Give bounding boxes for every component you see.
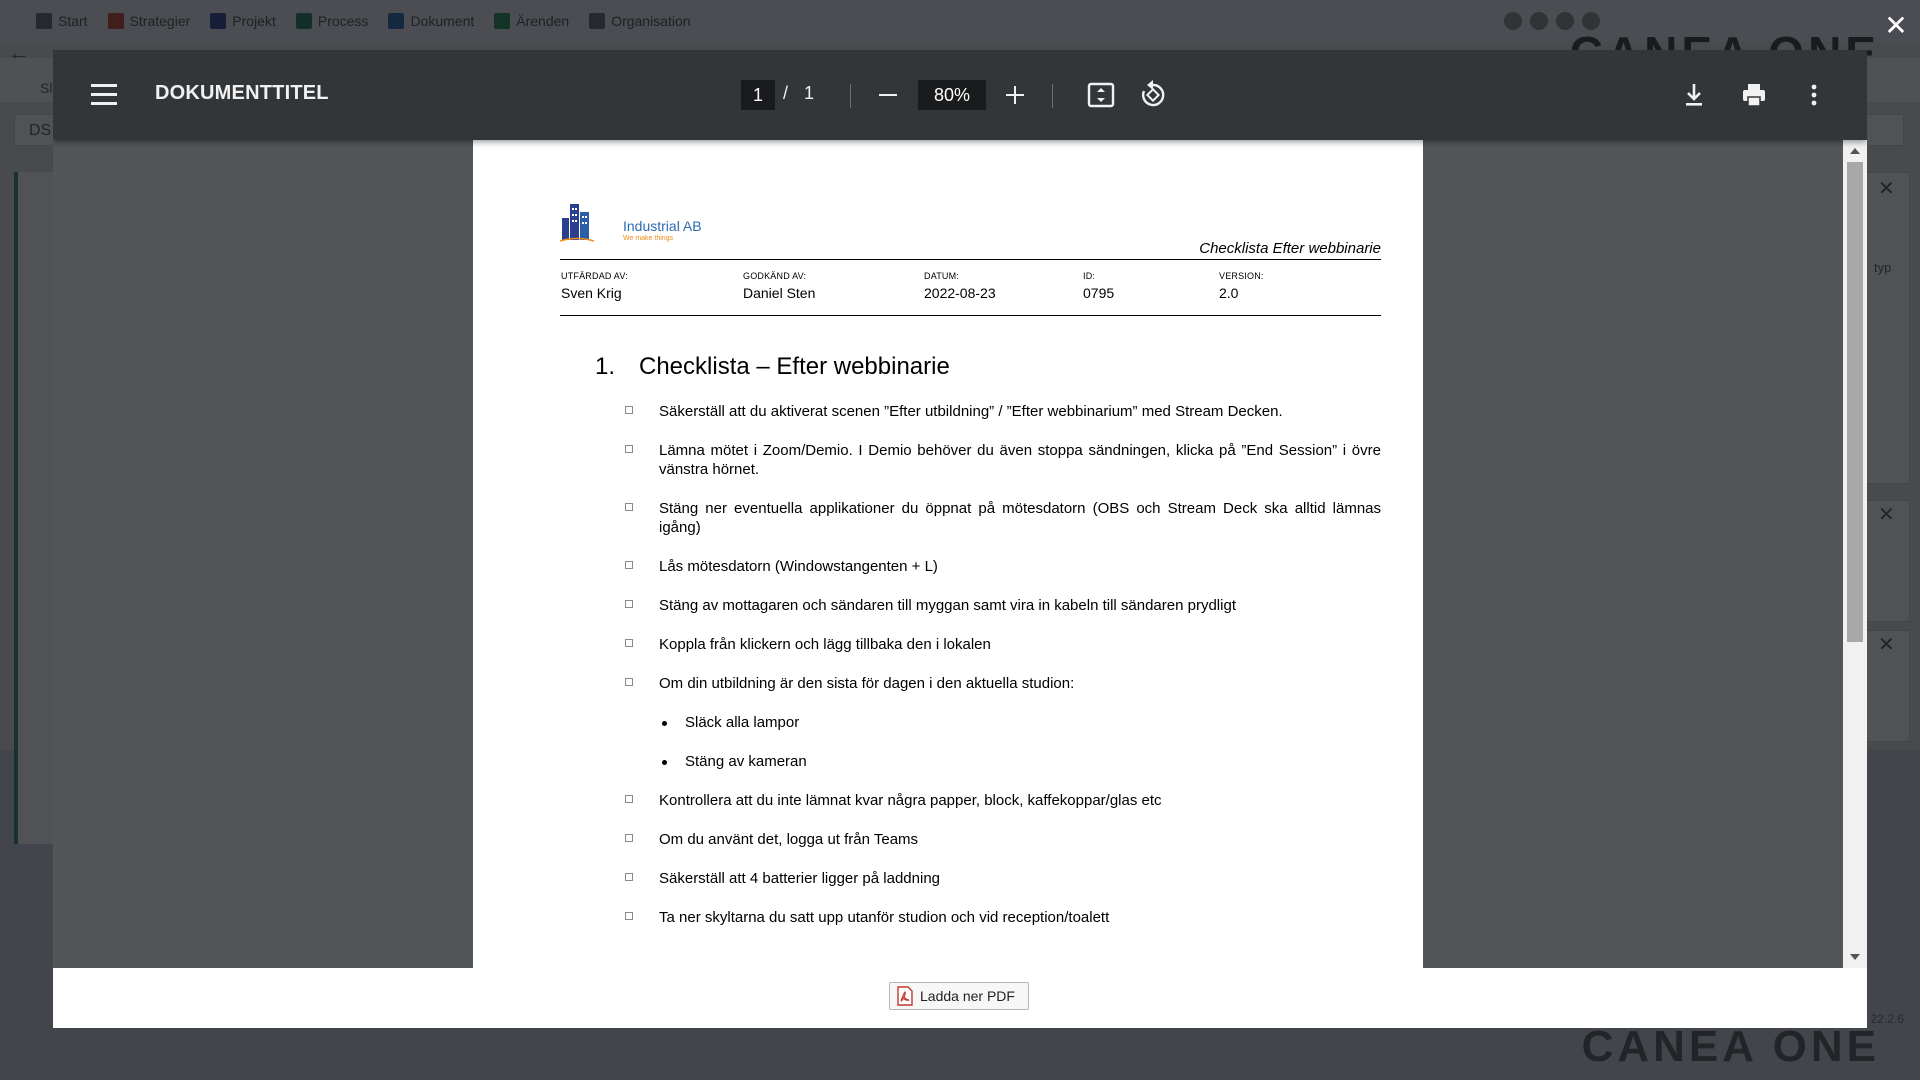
meta-value: Sven Krig (561, 285, 622, 301)
section-number: 1. (595, 353, 616, 380)
download-pdf-label: Ladda ner PDF (920, 988, 1015, 1004)
modal-footer (53, 968, 1867, 1028)
document-area[interactable] (53, 140, 1843, 968)
checklist-item-text: Koppla från klickern och lägg tillbaka den i lokalen (659, 636, 991, 653)
checkbox-icon (625, 445, 633, 453)
company-tagline: We make things (623, 235, 674, 242)
checkbox-icon (625, 406, 633, 414)
company-logo-icon (560, 198, 594, 242)
meta-id (1083, 271, 1114, 301)
checklist-item-text: Stäng ner eventuella applikationer du öppnat på mötesdatorn (OBS och Stream Deck ska alltid lämnas igång) (659, 500, 1381, 536)
meta-label: UTFÄRDAD AV: (561, 271, 628, 281)
checkbox-icon (625, 834, 633, 842)
checklist-item (625, 791, 1381, 810)
scroll-down-arrow-icon[interactable] (1850, 954, 1860, 960)
checklist-item-text: Lås mötesdatorn (Windowstangenten + L) (659, 558, 938, 575)
checklist-item (625, 908, 1381, 927)
meta-version (1219, 271, 1264, 301)
meta-value: 0795 (1083, 285, 1115, 301)
checklist-subitem-text: Släck alla lampor (685, 714, 800, 731)
toolbar-divider (1052, 84, 1053, 108)
meta-label: GODKÄND AV: (743, 271, 807, 281)
meta-label: VERSION: (1219, 271, 1264, 281)
close-icon: ✕ (1884, 10, 1908, 41)
pdf-viewer (53, 50, 1867, 968)
checkbox-icon (625, 600, 633, 608)
company-name: Industrial AB (623, 218, 702, 234)
download-pdf-button[interactable] (889, 982, 1029, 1010)
checklist-item (625, 674, 1381, 771)
checklist-item-text: Säkerställ att du aktiverat scenen ”Efter utbildning” / ”Efter webbinarium” med Stream Decken. (659, 403, 1283, 420)
checklist-item-text: Ta ner skyltarna du satt upp utanför studion och vid reception/toalett (659, 909, 1110, 926)
checkbox-icon (625, 639, 633, 647)
checklist-item-text: Kontrollera att du inte lämnat kvar några papper, block, kaffekoppar/glas etc (659, 792, 1162, 809)
checkbox-icon (625, 503, 633, 511)
document-viewer-modal (53, 50, 1867, 1028)
checklist-item (625, 869, 1381, 888)
pdf-page (473, 140, 1423, 968)
hamburger-menu-icon[interactable] (91, 84, 117, 106)
zoom-level-input[interactable]: 80% (918, 80, 986, 110)
fit-to-page-icon[interactable] (1084, 78, 1118, 112)
checklist-subitem-text: Stäng av kameran (685, 753, 807, 770)
scroll-up-arrow-icon[interactable] (1850, 148, 1860, 154)
bullet-icon (662, 760, 667, 765)
checklist-item (625, 596, 1381, 615)
rotate-icon[interactable] (1136, 78, 1170, 112)
pdf-file-icon (896, 986, 914, 1006)
meta-value: 2022-08-23 (924, 285, 996, 301)
meta-approved-by (743, 271, 815, 301)
checklist-item-text: Stäng av mottagaren och sändaren till myggan samt vira in kabeln till sändaren prydligt (659, 597, 1236, 614)
document-heading: Checklista Efter webbinarie (1199, 240, 1381, 257)
checklist-item (625, 557, 1381, 576)
checklist-item (625, 830, 1381, 849)
checkbox-icon (625, 795, 633, 803)
page-number-input[interactable]: 1 (741, 80, 775, 110)
close-modal-button[interactable] (1880, 10, 1912, 42)
checklist-item (625, 635, 1381, 654)
checkbox-icon (625, 678, 633, 686)
meta-label: ID: (1083, 271, 1096, 281)
document-title: DOKUMENTTITEL (155, 82, 329, 104)
pdf-toolbar (53, 50, 1867, 140)
checklist-item (625, 499, 1381, 537)
scrollbar-thumb[interactable] (1847, 162, 1863, 642)
bullet-icon (662, 721, 667, 726)
zoom-in-button[interactable] (1000, 80, 1030, 110)
meta-date (924, 271, 996, 301)
checklist-subitems (659, 713, 1381, 771)
meta-value: 2.0 (1219, 285, 1239, 301)
checklist-subitem (659, 752, 1381, 771)
page-separator: / (783, 83, 789, 103)
checklist-item-text: Lämna mötet i Zoom/Demio. I Demio behöver du även stoppa sändningen, klicka på ”End Session” i övre vänstra hörnet. (659, 442, 1381, 478)
meta-value: Daniel Sten (743, 285, 816, 301)
page-total: 1 (804, 83, 815, 103)
print-icon[interactable] (1737, 78, 1771, 112)
meta-divider (560, 315, 1381, 316)
vertical-scrollbar[interactable] (1843, 140, 1867, 968)
checkbox-icon (625, 561, 633, 569)
section-title (595, 353, 950, 381)
checklist-item-text: Säkerställ att 4 batterier ligger på laddning (659, 870, 941, 887)
zoom-out-button[interactable] (873, 80, 903, 110)
checkbox-icon (625, 873, 633, 881)
meta-label: DATUM: (924, 271, 960, 281)
download-icon[interactable] (1677, 78, 1711, 112)
checklist (625, 402, 1381, 947)
more-vertical-icon[interactable] (1797, 78, 1831, 112)
meta-issued-by (561, 271, 628, 301)
checkbox-icon (625, 912, 633, 920)
checklist-item (625, 402, 1381, 421)
checklist-item-text: Om din utbildning är den sista för dagen i den aktuella studion: (659, 675, 1075, 692)
header-divider (560, 259, 1381, 260)
toolbar-divider (850, 84, 851, 108)
checklist-item (625, 441, 1381, 479)
checklist-subitem (659, 713, 1381, 732)
section-title-text: Checklista – Efter webbinarie (639, 353, 950, 380)
checklist-item-text: Om du använt det, logga ut från Teams (659, 831, 919, 848)
